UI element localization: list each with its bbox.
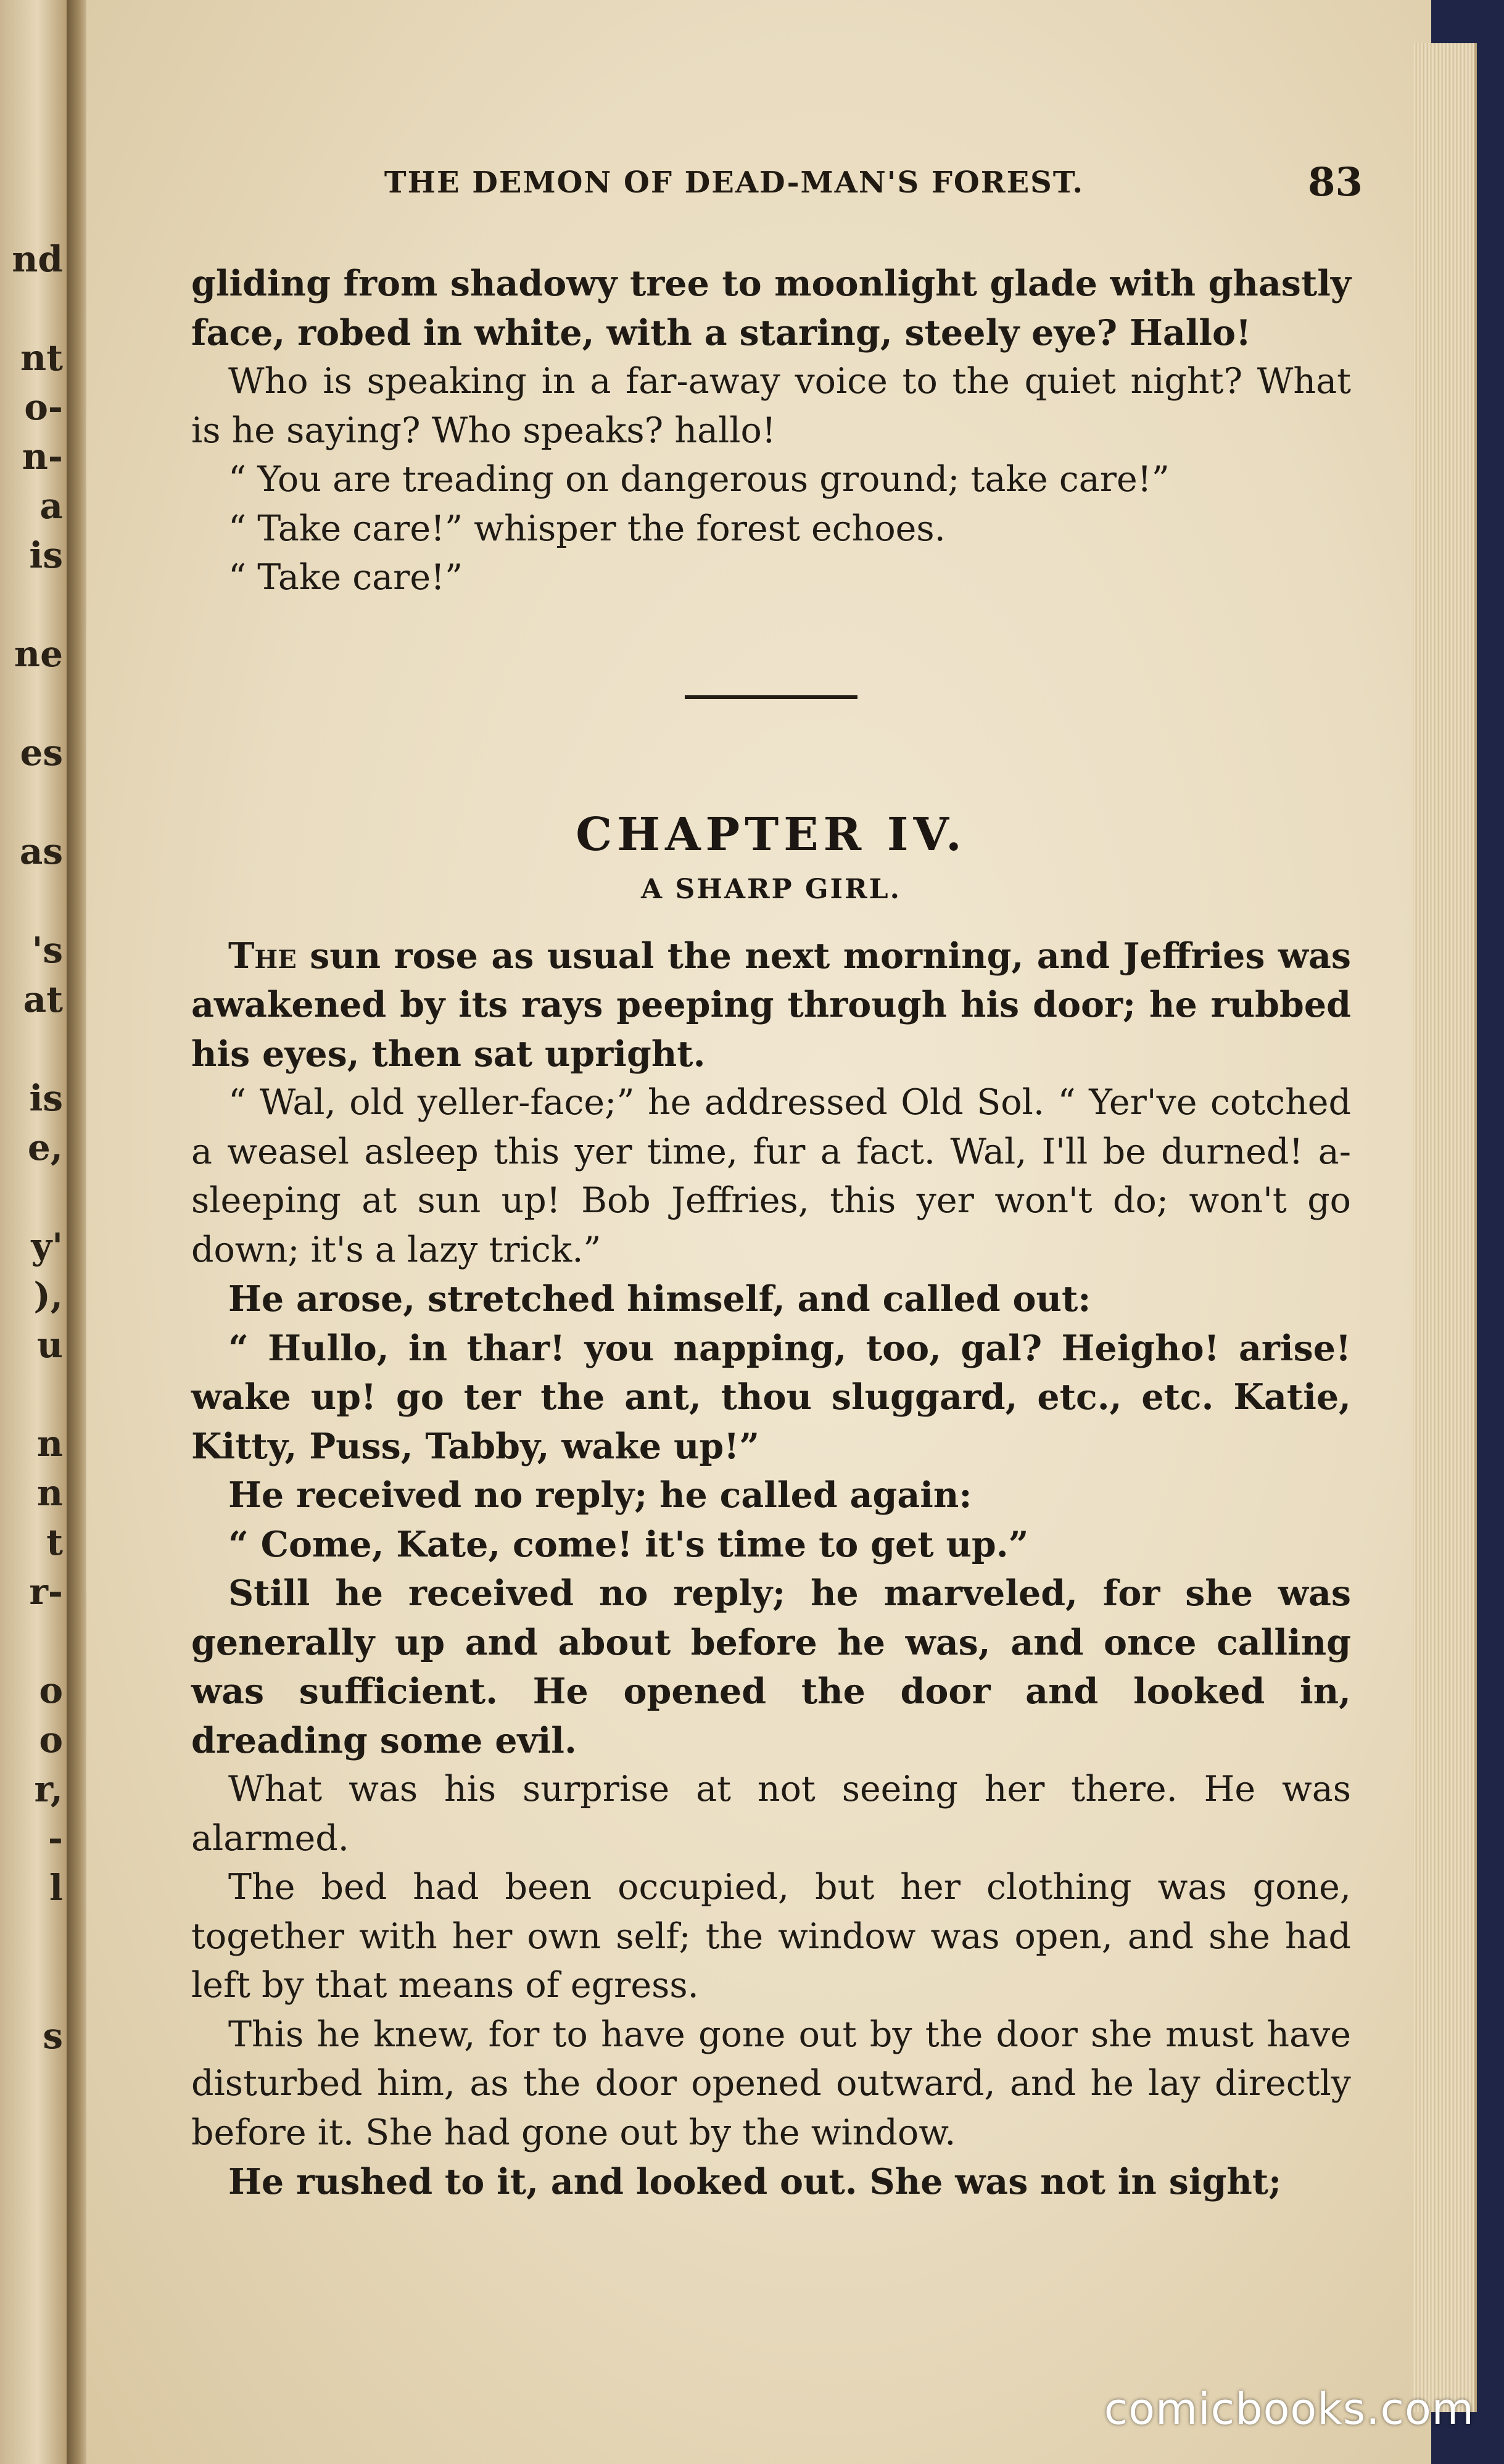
paragraph: Still he received no reply; he marveled, for she was generally up and about before he was, and once calling was sufficient. He opened the door and looked in, dreading some evil. [191, 1573, 1351, 1761]
facing-page-fragment: r- [29, 1571, 63, 1613]
facing-page-fragment: n- [22, 436, 63, 478]
paragraph: “ Hullo, in thar! you napping, too, gal? Heigho! arise! wake up! go ter the ant, thou sluggard, etc., etc. Katie, Kitty, Puss, Tabby, wake up!” [191, 1327, 1351, 1467]
facing-page-fragment [0, 679, 63, 728]
paragraph: gliding from shadowy tree to moonlight glade with ghastly face, robed in white, with a staring, steely eye? Hallo! [191, 263, 1351, 353]
paragraph: “ Wal, old yeller-face;” he addressed Old Sol. “ Yer've cotched a weasel asleep this yer time, fur a fact. Wal, I'll be durned! a-sleeping at sun up! Bob Jeffries, this yer won't do; won't go down; it's a lazy trick.” [191, 1082, 1351, 1270]
chapter-opening-paragraph [191, 932, 1351, 1079]
facing-page-fragment: ne [14, 633, 63, 675]
facing-page-fragment: is [29, 1077, 63, 1119]
facing-page-fragment: ), [33, 1275, 63, 1317]
section-divider-rule [685, 695, 857, 699]
facing-page-fragment: o [39, 1719, 63, 1761]
facing-page-fragment: l [49, 1867, 63, 1909]
facing-page-fragment: es [20, 732, 63, 774]
facing-page-fragment [0, 1024, 63, 1073]
paragraph: “ Come, Kate, come! it's time to get up.” [228, 1523, 1029, 1565]
facing-page-fragment: e, [27, 1127, 63, 1168]
paragraph: He rushed to it, and looked out. She was not in sight; [228, 2161, 1282, 2202]
facing-page-edge [0, 0, 68, 2464]
facing-page-fragment [0, 1616, 63, 1666]
facing-page-fragment [0, 1370, 63, 1419]
facing-page-fragment [0, 2209, 63, 2258]
book-gutter [67, 0, 88, 2464]
facing-page-fragment [0, 1172, 63, 1222]
facing-page-fragment: n [36, 1472, 63, 1514]
facing-page-fragment: o- [24, 386, 63, 428]
paragraph: He received no reply; he called again: [228, 1474, 972, 1516]
facing-page-fragment: u [36, 1324, 63, 1366]
facing-page-fragment: nd [12, 238, 63, 280]
book-page [86, 0, 1431, 2464]
facing-page-fragment [0, 2110, 63, 2159]
opening-word: The [228, 935, 297, 977]
chapter-title: CHAPTER IV. [576, 808, 967, 861]
facing-page-fragment: a [39, 485, 63, 527]
page-number: 83 [1308, 159, 1363, 205]
paragraph: The bed had been occupied, but her clothing was gone, together with her own self; the window was open, and she had left by that means of egress. [191, 1867, 1351, 2006]
facing-page-fragment: nt [20, 337, 63, 379]
facing-page-fragment: n [36, 1423, 63, 1465]
paragraph: Who is speaking in a far-away voice to the quiet night? What is he saying? Who speaks? hallo! [191, 361, 1351, 451]
paragraph: “ Take care!” whisper the forest echoes. [228, 508, 946, 549]
facing-page-fragment: 's [31, 929, 63, 971]
facing-page-fragment: at [23, 978, 63, 1020]
facing-page-fragment [0, 580, 63, 629]
facing-page-fragment [0, 777, 63, 827]
facing-page-fragment: t [46, 1521, 63, 1563]
chapter-subtitle: A SHARP GIRL. [641, 873, 901, 905]
watermark: comicbooks.com [1104, 2384, 1474, 2434]
facing-page-fragment: o [39, 1669, 63, 1711]
facing-page-fragment [0, 2159, 63, 2209]
paragraph: “ You are treading on dangerous ground; take care!” [228, 459, 1170, 500]
facing-page-fragment: as [19, 830, 63, 872]
paragraph: “ Take care!” [228, 557, 463, 598]
facing-page-fragment [0, 284, 63, 333]
facing-page-text-fragments [0, 234, 68, 2258]
paragraph: He arose, stretched himself, and called out: [228, 1278, 1091, 1320]
facing-page-fragment [0, 1962, 63, 2011]
facing-page-fragment: s [43, 2015, 63, 2057]
page-body [191, 259, 1351, 2207]
paragraph: This he knew, for to have gone out by the door she must have disturbed him, as the door opened outward, and he lay directly before it. She had gone out by the window. [191, 2014, 1351, 2153]
facing-page-fragment: y' [31, 1225, 63, 1267]
facing-page-fragment [0, 1912, 63, 1962]
page-stack-edges [1413, 43, 1477, 2412]
paragraph: What was his surprise at not seeing her there. He was alarmed. [191, 1769, 1351, 1859]
facing-page-fragment [0, 876, 63, 925]
facing-page-fragment [0, 2061, 63, 2110]
facing-page-fragment: r, [34, 1768, 63, 1810]
running-head: THE DEMON OF DEAD-MAN'S FOREST. [384, 165, 1085, 200]
facing-page-fragment: - [48, 1817, 63, 1859]
opening-paragraph-text: sun rose as usual the next morning, and Jeffries was awakened by its rays peeping through his door; he rubbed his eyes, then sat upright. [191, 935, 1351, 1075]
facing-page-fragment: is [29, 534, 63, 576]
